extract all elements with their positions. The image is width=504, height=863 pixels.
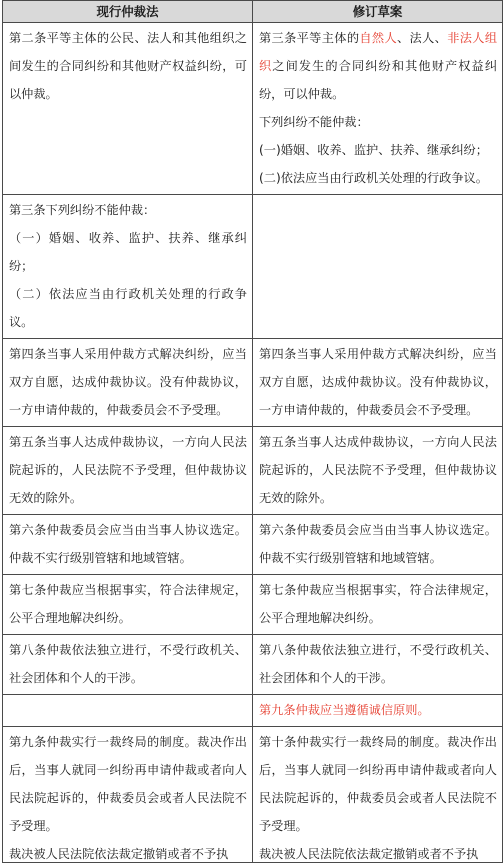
article-paragraph: [259, 636, 497, 692]
table-row: [3, 695, 503, 727]
article-paragraph: [9, 24, 247, 108]
article-text: 第四条当事人采用仲裁方式解决纠纷，应当双方自愿，达成仲裁协议。没有仲裁协议，一方申请仲裁的，仲裁委员会不予受理。: [259, 347, 497, 417]
article-paragraph: [9, 516, 247, 572]
article-paragraph: [259, 696, 497, 724]
table-row: [3, 427, 503, 515]
table-row: [3, 575, 503, 635]
comparison-document: [2, 0, 502, 860]
article-text: 、法人、: [397, 31, 448, 45]
header-revised-draft: 修订草案: [253, 1, 503, 23]
revised-draft-cell: [253, 195, 503, 339]
table-row: [3, 727, 503, 863]
article-text: 第四条当事人采用仲裁方式解决纠纷，应当双方自愿，达成仲裁协议。没有仲裁协议，一方申请仲裁的，仲裁委员会不予受理。: [9, 347, 247, 417]
current-law-cell: [3, 515, 253, 575]
amended-text: 第九条仲裁应当遵循诚信原则。: [259, 703, 430, 717]
current-law-cell: [3, 195, 253, 339]
article-paragraph: [9, 224, 247, 280]
article-text: （一）婚姻、收养、监护、扶养、继承纠纷；: [9, 231, 247, 273]
article-text: 第七条仲裁应当根据事实，符合法律规定，公平合理地解决纠纷。: [259, 583, 497, 625]
revised-draft-cell: [253, 515, 503, 575]
current-law-cell: [3, 23, 253, 195]
article-paragraph: [9, 428, 247, 512]
article-text: 裁决被人民法院依法裁定撤销或者不予执: [9, 847, 229, 860]
article-paragraph: [259, 108, 497, 136]
current-law-cell: [3, 427, 253, 515]
article-paragraph: [259, 516, 497, 572]
article-paragraph: [259, 24, 497, 108]
current-law-cell: [3, 339, 253, 427]
table-row: [3, 339, 503, 427]
article-paragraph: [9, 576, 247, 632]
article-text: (一)婚姻、收养、监护、扶养、继承纠纷；: [259, 143, 488, 157]
table-row: [3, 23, 503, 195]
current-law-cell: [3, 695, 253, 727]
revised-draft-cell: [253, 339, 503, 427]
article-text: (二)依法应当由行政机关处理的行政争议。: [259, 171, 488, 185]
table-row: [3, 195, 503, 339]
article-text: 第六条仲裁委员会应当由当事人协议选定。仲裁不实行级别管辖和地域管辖。: [259, 523, 497, 565]
article-text: 第五条当事人达成仲裁协议，一方向人民法院起诉的，人民法院不予受理，但仲裁协议无效的除外。: [259, 435, 497, 505]
comparison-table: [2, 0, 503, 863]
article-paragraph: [9, 840, 247, 860]
article-text: 之间发生的合同纠纷和其他财产权益纠纷，可以仲裁。: [259, 59, 498, 101]
revised-draft-cell: [253, 427, 503, 515]
article-text: 第八条仲裁依法独立进行，不受行政机关、社会团体和个人的干涉。: [259, 643, 497, 685]
article-paragraph: [9, 636, 247, 692]
article-text: （二）依法应当由行政机关处理的行政争议。: [9, 287, 247, 329]
article-text: 第三条平等主体的: [259, 31, 360, 45]
revised-draft-cell: [253, 635, 503, 695]
current-law-cell: [3, 575, 253, 635]
article-text: 裁决被人民法院依法裁定撤销或者不予执: [259, 847, 479, 860]
table-row: [3, 515, 503, 575]
article-text: 下列纠纷不能仲裁：: [259, 115, 369, 129]
article-paragraph: [259, 136, 497, 164]
revised-draft-cell: [253, 23, 503, 195]
article-text: 第二条平等主体的公民、法人和其他组织之间发生的合同纠纷和其他财产权益纠纷，可以仲裁。: [9, 31, 247, 101]
table-row: [3, 635, 503, 695]
article-text: 第十条仲裁实行一裁终局的制度。裁决作出后，当事人就同一纠纷再申请仲裁或者向人民法院起诉的，仲裁委员会或者人民法院不予受理。: [259, 735, 497, 833]
amended-text: 非法人组织: [259, 31, 498, 73]
article-paragraph: [9, 340, 247, 424]
article-paragraph: [259, 164, 497, 192]
revised-draft-cell: [253, 695, 503, 727]
article-paragraph: [259, 840, 497, 860]
current-law-cell: [3, 727, 253, 863]
article-text: 第九条仲裁实行一裁终局的制度。裁决作出后，当事人就同一纠纷再申请仲裁或者向人民法院起诉的，仲裁委员会或者人民法院不予受理。: [9, 735, 247, 833]
article-paragraph: [259, 576, 497, 632]
revised-draft-cell: [253, 727, 503, 863]
article-text: 第五条当事人达成仲裁协议，一方向人民法院起诉的，人民法院不予受理，但仲裁协议无效的除外。: [9, 435, 247, 505]
header-row: [3, 1, 503, 23]
article-paragraph: [259, 728, 497, 840]
article-text: 第八条仲裁依法独立进行，不受行政机关、社会团体和个人的干涉。: [9, 643, 247, 685]
article-text: 第七条仲裁应当根据事实，符合法律规定，公平合理地解决纠纷。: [9, 583, 247, 625]
article-paragraph: [259, 428, 497, 512]
amended-text: 自然人: [359, 31, 398, 45]
revised-draft-cell: [253, 575, 503, 635]
article-paragraph: [259, 340, 497, 424]
article-text: 第六条仲裁委员会应当由当事人协议选定。仲裁不实行级别管辖和地域管辖。: [9, 523, 247, 565]
article-paragraph: [9, 196, 247, 224]
article-text: 第三条下列纠纷不能仲裁：: [9, 203, 156, 217]
current-law-cell: [3, 635, 253, 695]
header-current-law: 现行仲裁法: [3, 1, 253, 23]
article-paragraph: [9, 280, 247, 336]
table-body: [3, 23, 503, 863]
article-paragraph: [9, 728, 247, 840]
